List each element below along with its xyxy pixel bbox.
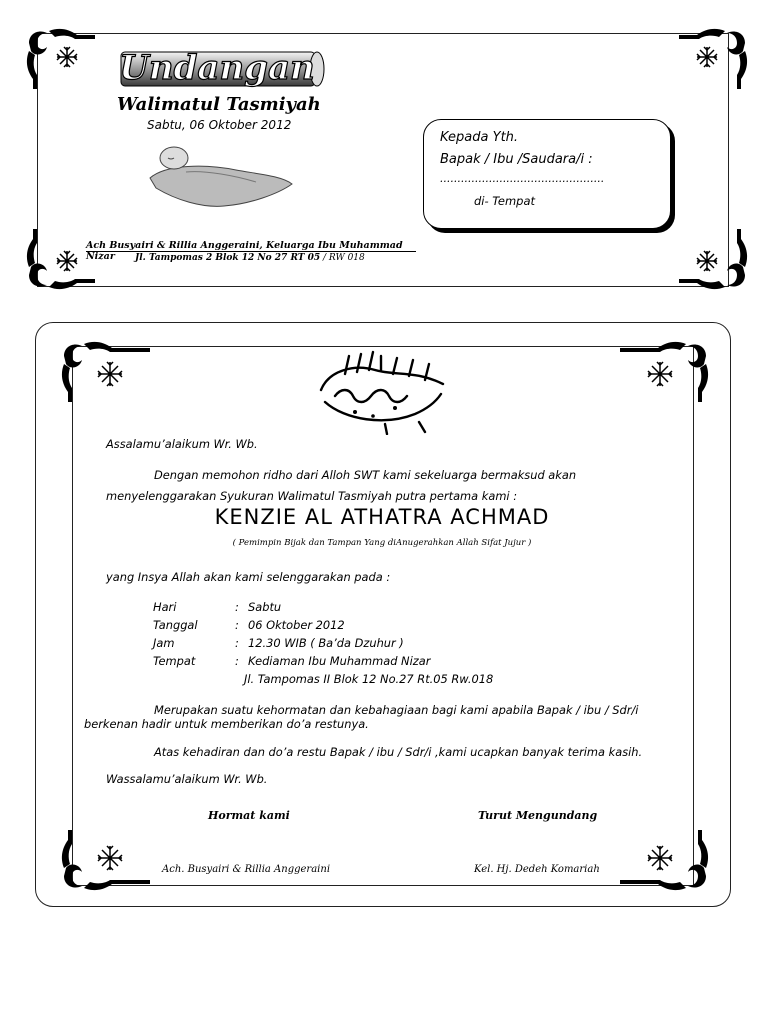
detail-colon: :	[235, 654, 239, 668]
name-meaning: ( Pemimpin Bijak dan Tampan Yang diAnugerahkan Allah Sifat Jujur )	[232, 538, 532, 548]
event-subtitle: Walimatul Tasmiyah	[117, 94, 321, 115]
detail-value-time: 12.30 WIB ( Ba’da Dzuhur )	[248, 636, 404, 650]
recipient-blank-line: ...............................................	[440, 172, 605, 185]
venue-address: Jl. Tampomas II Blok 12 No.27 Rt.05 Rw.018	[244, 672, 494, 686]
detail-value-date: 06 Oktober 2012	[248, 618, 345, 632]
detail-value-place: Kediaman Ibu Muhammad Nizar	[248, 654, 431, 668]
schedule-intro: yang Insya Allah akan kami selenggarakan pada :	[106, 570, 391, 584]
thanks-line: Atas kehadiran dan do’a restu Bapak / ibu / Sdr/i ,kami ucapkan banyak terima kasih.	[154, 745, 643, 759]
recipient-line-1: Kepada Yth.	[440, 130, 519, 145]
signature-name-left: Ach. Busyairi & Rillia Anggeraini	[162, 864, 331, 875]
corner-ornament-icon	[60, 828, 156, 892]
intro-line-1: Dengan memohon ridho dari Alloh SWT kami sekeluarga bermaksud akan	[154, 468, 577, 482]
bismillah-calligraphy-icon	[315, 350, 450, 435]
corner-ornament-icon	[614, 340, 710, 404]
event-date: Sabtu, 06 Oktober 2012	[147, 118, 292, 132]
detail-value-day: Sabtu	[248, 600, 282, 614]
greeting: Assalamu’alaikum Wr. Wb.	[106, 437, 258, 451]
closing-line-1: Merupakan suatu kehormatan dan kebahagiaan bagi kami apabila Bapak / ibu / Sdr/i	[154, 703, 639, 717]
detail-label-day: Hari	[153, 600, 177, 614]
recipient-line-2: Bapak / Ibu /Saudara/i :	[440, 152, 593, 167]
host-address	[135, 253, 365, 263]
corner-ornament-icon	[653, 227, 749, 291]
divider	[86, 251, 416, 252]
host-names: Ach Busyairi & Rillia Anggeraini, Keluarga Ibu Muhammad Nizar	[86, 240, 403, 262]
signature-name-right: Kel. Hj. Dedeh Komariah	[474, 864, 600, 875]
detail-colon: :	[235, 600, 239, 614]
corner-ornament-icon	[60, 340, 156, 404]
signature-heading-right: Turut Mengundang	[478, 809, 598, 822]
corner-ornament-icon	[653, 27, 749, 91]
detail-colon: :	[235, 636, 239, 650]
farewell: Wassalamu’alaikum Wr. Wb.	[106, 772, 268, 786]
sleeping-baby-icon	[146, 142, 296, 212]
title-text: Undangan	[119, 48, 315, 88]
detail-label-place: Tempat	[153, 654, 196, 668]
recipient-line-4: di- Tempat	[474, 194, 536, 208]
signature-heading-left: Hormat kami	[208, 809, 290, 822]
detail-label-time: Jam	[153, 636, 175, 650]
child-name: KENZIE AL ATHATRA ACHMAD	[214, 505, 550, 529]
corner-ornament-icon	[25, 27, 121, 91]
host-address-rw: / RW 018	[320, 253, 365, 263]
title-banner	[117, 46, 327, 90]
closing-line-2: berkenan hadir untuk memberikan do’a restunya.	[84, 717, 369, 731]
intro-line-2: menyelenggarakan Syukuran Walimatul Tasmiyah putra pertama kami :	[106, 489, 518, 503]
host-address-main: Jl. Tampomas 2 Blok 12 No 27 RT 05	[135, 253, 321, 263]
detail-colon: :	[235, 618, 239, 632]
corner-ornament-icon	[614, 828, 710, 892]
detail-label-date: Tanggal	[153, 618, 198, 632]
recipient-box	[423, 119, 671, 229]
